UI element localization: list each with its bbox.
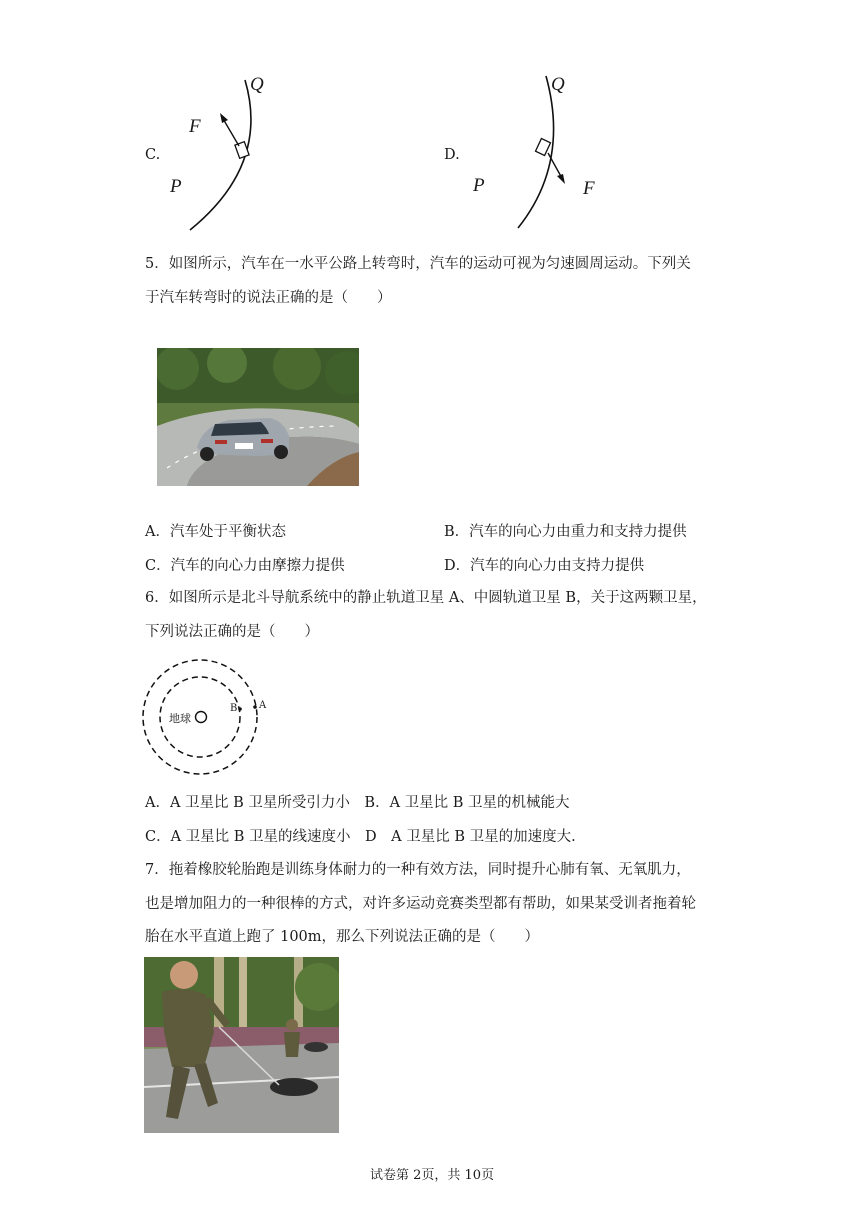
option-c-label: C. — [145, 147, 161, 163]
q5-stem-line1: 5．如图所示，汽车在一水平公路上转弯时，汽车的运动可视为匀速圆周运动。下列关 — [145, 256, 691, 272]
option-d-point-p: P — [473, 175, 485, 196]
q7-stem-line1: 7．拖着橡胶轮胎跑是训练身体耐力的一种有效方法，同时提升心肺有氧、无氧肌力， — [145, 862, 691, 878]
q6-options-cd: C．A 卫星比 B 卫星的线速度小 D A 卫星比 B 卫星的加速度大. — [145, 829, 576, 845]
option-d-point-q: Q — [551, 74, 565, 95]
q6-stem-line1: 6．如图所示是北斗导航系统中的静止轨道卫星 A、中圆轨道卫星 B，关于这两颗卫星， — [145, 590, 707, 606]
satellite-orbit-diagram — [140, 655, 270, 780]
satellite-a-label: A — [259, 700, 267, 711]
q6-options-ab: A．A 卫星比 B 卫星所受引力小 B．A 卫星比 B 卫星的机械能大 — [145, 795, 570, 811]
q5-stem-line2: 于汽车转弯时的说法正确的是（ ） — [145, 290, 392, 306]
q6-stem-line2: 下列说法正确的是（ ） — [145, 624, 319, 640]
diagram-option-d — [490, 68, 600, 238]
satellite-b-label: B — [230, 703, 238, 714]
option-d-label: D. — [444, 147, 460, 163]
earth-label: 地球 — [169, 712, 191, 725]
q5-option-b: B．汽车的向心力由重力和支持力提供 — [444, 524, 687, 540]
q5-option-a: A．汽车处于平衡状态 — [145, 524, 286, 540]
q7-stem-line3: 胎在水平直道上跑了 100m，那么下列说法正确的是（ ） — [145, 929, 540, 945]
option-c-force-f: F — [189, 116, 201, 137]
tire-dragging-photo — [144, 957, 339, 1133]
car-turning-photo — [157, 348, 359, 486]
option-d-force-f: F — [583, 178, 595, 199]
option-c-point-p: P — [170, 176, 182, 197]
q7-stem-line2: 也是增加阻力的一种很棒的方式，对许多运动竞赛类型都有帮助，如果某受训者拖着轮 — [145, 896, 696, 912]
page-footer: 试卷第 2页，共 10页 — [370, 1168, 495, 1183]
q5-option-c: C．汽车的向心力由摩擦力提供 — [145, 558, 345, 574]
option-c-point-q: Q — [250, 74, 264, 95]
q5-option-d: D．汽车的向心力由支持力提供 — [444, 558, 645, 574]
